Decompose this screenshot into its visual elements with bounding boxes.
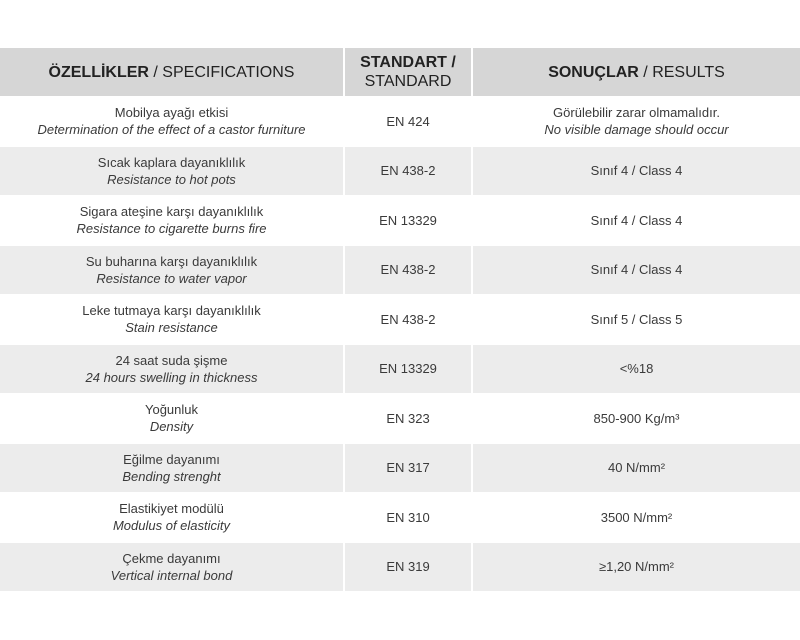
- header-standard-line2: STANDARD: [364, 73, 452, 90]
- spec-cell: [0, 295, 343, 344]
- standard-cell: [343, 147, 473, 196]
- spec-name-en: Resistance to water vapor: [96, 270, 247, 286]
- table-row: [0, 443, 800, 493]
- specifications-table: [0, 48, 800, 591]
- header-results-rest: / RESULTS: [638, 63, 725, 81]
- standard-cell: [343, 196, 473, 245]
- table-row: [0, 195, 800, 245]
- spec-name-tr: Eğilme dayanımı: [123, 451, 220, 467]
- table-row: [0, 344, 800, 394]
- table-row: [0, 245, 800, 295]
- spec-name-en: Bending strenght: [122, 468, 221, 484]
- header-results: [473, 48, 800, 96]
- table-row: [0, 393, 800, 443]
- spec-name-tr: 24 saat suda şişme: [115, 352, 228, 368]
- result-value: 3500 N/mm²: [600, 509, 673, 525]
- standard-value: EN 438-2: [380, 163, 436, 179]
- header-standard: [343, 48, 473, 96]
- header-specifications: [0, 48, 343, 96]
- standard-value: EN 323: [386, 410, 430, 426]
- standard-value: EN 13329: [379, 361, 437, 377]
- spec-name-tr: Sıcak kaplara dayanıklılık: [97, 154, 246, 170]
- standard-value: EN 438-2: [380, 311, 436, 327]
- result-cell: [473, 444, 800, 493]
- standard-value: EN 317: [386, 460, 430, 476]
- standard-cell: [343, 295, 473, 344]
- standard-value: EN 310: [386, 509, 430, 525]
- result-value: Görülebilir zarar olmamalıdır.: [553, 105, 720, 121]
- standard-value: EN 438-2: [380, 262, 436, 278]
- table-row: [0, 492, 800, 542]
- standard-cell: [343, 345, 473, 394]
- result-cell: [473, 246, 800, 295]
- standard-cell: [343, 394, 473, 443]
- standard-cell: [343, 543, 473, 592]
- table-row: [0, 146, 800, 196]
- spec-name-en: Resistance to cigarette burns fire: [76, 221, 267, 237]
- spec-cell: [0, 246, 343, 295]
- spec-name-tr: Elastikiyet modülü: [119, 501, 224, 517]
- spec-name-tr: Leke tutmaya karşı dayanıklılık: [82, 303, 261, 319]
- spec-name-en: Density: [149, 419, 194, 435]
- result-cell: [473, 97, 800, 146]
- spec-name-en: 24 hours swelling in thickness: [85, 369, 258, 385]
- spec-cell: [0, 493, 343, 542]
- table-row: [0, 542, 800, 592]
- table-row: [0, 294, 800, 344]
- result-value: 40 N/mm²: [607, 460, 666, 476]
- header-specifications-rest: / SPECIFICATIONS: [148, 63, 295, 81]
- result-cell: [473, 543, 800, 592]
- result-value: <%18: [619, 361, 654, 377]
- result-value: Sınıf 4 / Class 4: [590, 212, 683, 228]
- result-cell: [473, 295, 800, 344]
- spec-cell: [0, 543, 343, 592]
- result-cell: [473, 394, 800, 443]
- spec-name-en: Resistance to hot pots: [107, 171, 236, 187]
- spec-name-tr: Yoğunluk: [144, 402, 198, 418]
- result-value: Sınıf 5 / Class 5: [590, 311, 683, 327]
- standard-value: EN 319: [386, 559, 430, 575]
- standard-cell: [343, 97, 473, 146]
- table-header-row: [0, 48, 800, 96]
- result-cell: [473, 196, 800, 245]
- header-results-bold: SONUÇLAR: [548, 63, 639, 81]
- spec-name-en: Determination of the effect of a castor furniture: [37, 122, 306, 138]
- spec-cell: [0, 345, 343, 394]
- table-row: [0, 96, 800, 146]
- result-value-en: No visible damage should occur: [544, 122, 729, 138]
- header-specifications-bold: ÖZELLİKLER: [48, 63, 149, 81]
- spec-cell: [0, 97, 343, 146]
- result-cell: [473, 147, 800, 196]
- result-value: Sınıf 4 / Class 4: [590, 262, 683, 278]
- spec-cell: [0, 444, 343, 493]
- spec-cell: [0, 394, 343, 443]
- spec-name-tr: Çekme dayanımı: [122, 550, 221, 566]
- spec-cell: [0, 196, 343, 245]
- standard-value: EN 13329: [379, 212, 437, 228]
- spec-name-tr: Mobilya ayağı etkisi: [114, 105, 229, 121]
- header-standard-line1: STANDART /: [360, 54, 456, 71]
- spec-name-en: Vertical internal bond: [110, 567, 233, 583]
- result-cell: [473, 345, 800, 394]
- standard-cell: [343, 493, 473, 542]
- standard-value: EN 424: [386, 113, 430, 129]
- spec-cell: [0, 147, 343, 196]
- result-value: ≥1,20 N/mm²: [598, 559, 675, 575]
- spec-name-en: Modulus of elasticity: [112, 518, 231, 534]
- result-cell: [473, 493, 800, 542]
- result-value: 850-900 Kg/m³: [593, 410, 680, 426]
- standard-cell: [343, 246, 473, 295]
- standard-cell: [343, 444, 473, 493]
- spec-name-tr: Su buharına karşı dayanıklılık: [85, 253, 258, 269]
- result-value: Sınıf 4 / Class 4: [590, 163, 683, 179]
- spec-name-tr: Sigara ateşine karşı dayanıklılık: [79, 204, 264, 220]
- spec-name-en: Stain resistance: [125, 320, 218, 336]
